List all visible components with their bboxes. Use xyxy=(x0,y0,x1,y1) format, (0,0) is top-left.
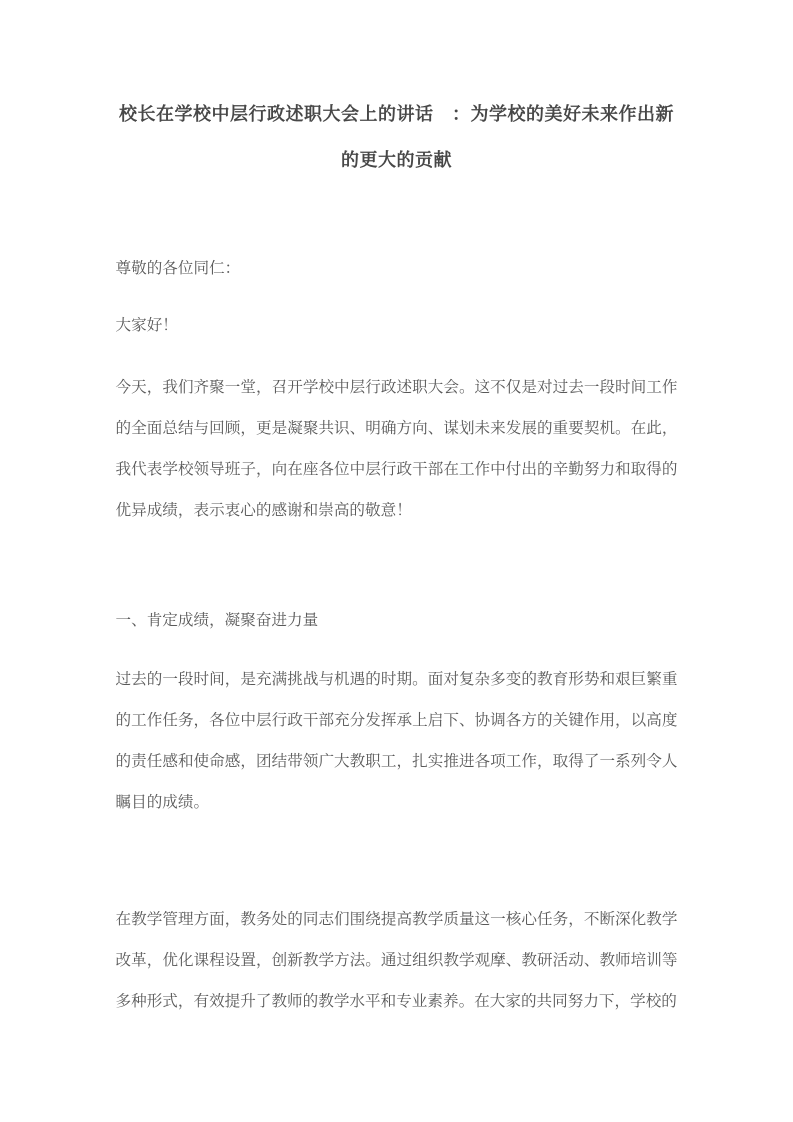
paragraph-opening: 今天，我们齐聚一堂，召开学校中层行政述职大会。这不仅是对过去一段时间工作的全面总结与回顾，更是凝聚共识、明确方向、谋划未来发展的重要契机。在此，我代表学校领导班子，向在座各位中层行政干部在工作中付出的辛勤努力和取得的优异成绩，表示衷心的感谢和崇高的敬意！ xyxy=(115,379,678,519)
document-content xyxy=(116,0,678,1022)
salutation-line: 大家好！ xyxy=(115,317,178,334)
section-1-heading: 一、肯定成绩，凝聚奋进力量 xyxy=(115,612,319,629)
document-title: 校长在学校中层行政述职大会上的讲话 ：为学校的美好未来作出新的更大的贡献 xyxy=(119,104,674,170)
section-1-paragraph-teaching: 在教学管理方面，教务处的同志们围绕提高教学质量这一核心任务，不断深化教学改革，优化课程设置，创新教学方法。通过组织教学观摩、教研活动、教师培训等多种形式，有效提升了教师的教学水平和专业素养。在大家的共同努力下，学校的 xyxy=(115,911,678,1010)
greeting-line: 尊敬的各位同仁： xyxy=(115,260,241,277)
section-1-paragraph-achievements: 过去的一段时间，是充满挑战与机遇的时期。面对复杂多变的教育形势和艰巨繁重的工作任务，各位中层行政干部充分发挥承上启下、协调各方的关键作用，以高度的责任感和使命感，团结带领广大教职工，扎实推进各项工作，取得了一系列令人瞩目的成绩。 xyxy=(115,671,678,811)
